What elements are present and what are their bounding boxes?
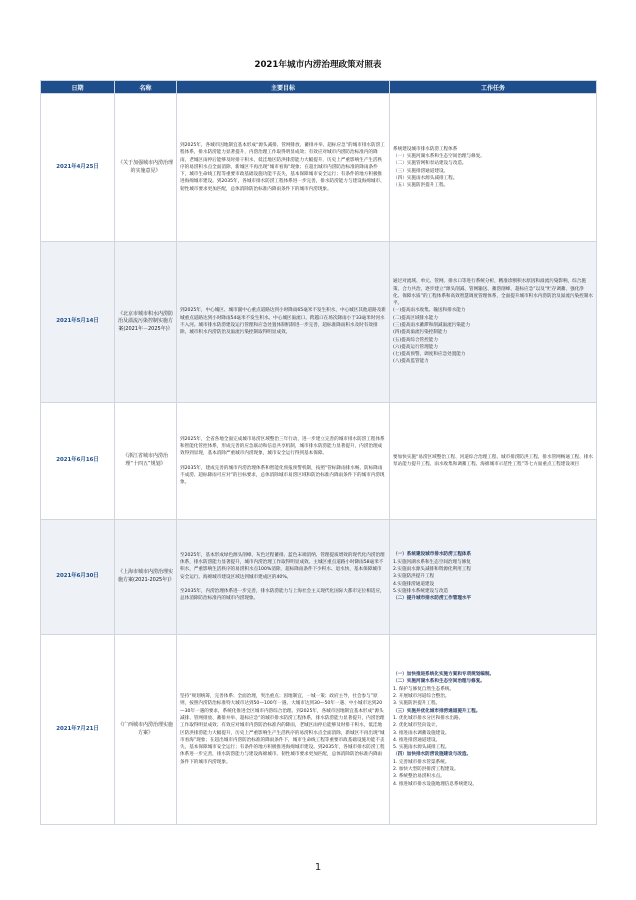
table-header-row [41,81,597,94]
task-item: （一）系统建设城市排水防涝工程体系 [393,552,472,558]
task-item: 1. 优化城市排水分区和排水出路。 [393,715,464,721]
task-item: (七)提高预警、调度和应急处置能力 [393,352,466,358]
task-item: 2. 加快大型防洪排涝工程建设。 [393,766,459,772]
row-name: 《北京市城市积水内涝防治及溢流污染控制实施方案(2021年－2025年)》 [115,242,177,403]
row-date: 2021年5月14日 [41,242,115,403]
row-goal [177,403,390,520]
task-item: （三）实施并优化城市排涝通道提升工程。 [393,708,481,714]
task-item: （三）实施排涝通道建设。 [393,168,449,174]
goal-paragraph: 坚持“规划统筹，完善体系；全面治理，突出重点；因地制宜，一城一策；政府主导，社会参与”原则，按照内涝防治标准特大城市达到50—100年一遇、大城市达到30—50年一遇、中小城市达到20—30年一遇的要求，系统化推进全区城市内涝综合治理。到2025年，各城市因地制宜基本形成“源头减排、管网排放、蓄排并举、超标应急”的城市排水防涝工程体系，排水防涝能力显著提升，内涝治理工作取得明显成效；有效应对城市内涝防治标准内的降雨，老城区雨停后能够及时排干积水，低洼地区防洪排涝能力大幅提升，历史上严重影响生产生活秩序的易涝积水点全面消除，新城区不再出现“城市看海”现象；在超出城市内涝防治标准的降雨条件下，城市生命线工程等重要市政基础设施功能不丧失，基本保障城市安全运行；有条件的地方积极推进海绵城市建设。到2035年，各城市排水防涝工程体系进一步完善，排水防涝能力与建设海绵城市、韧性城市要求更加匹配，总体消除防治标准内降雨条件下的城市内涝现象。 [180,694,385,765]
task-item: （二）实施管网和泵站建设与改造。 [393,161,467,167]
task-item: 1. 完善城市排水管渠系统。 [393,759,450,765]
task-item: 5.实施排水系统建设与改造 [393,588,448,594]
header-name: 名称 [115,81,177,94]
task-item: （四）实施雨水源头减排工程。 [393,175,458,181]
table-row [41,635,597,825]
goal-paragraph: 到2035年，建成完善的城市内涝治理体系和智能化预报预警机制，按照“管标降雨排水畅、防标降雨不成涝、超标降雨可应对”的目标要求，总体消除城市易涝区域和防治标准内降雨条件下的城市内涝现象。 [180,465,385,486]
goal-paragraph: 至2035年，内涝治理体系进一步完善，排水防涝能力与上海社会主义现代化国际大都市定位相适应，总体消除防治标准内的城市内涝现象。 [180,588,385,602]
header-date: 日期 [41,81,115,94]
row-name: 《上海市城市内涝治理实施方案(2021-2025年)》 [115,520,177,635]
table-row [41,403,597,520]
task-item: （五）实施防洪提升工程。 [393,183,449,189]
task-item: 通过对流域、单元、管网、排水口等进行系统分析，精准诊断积水原因和溢流污染影响，综合施策、合力共治，逐步建立“源头削减、管网输送、蓄涝削峰、超标应急”以及“贮存调蓄、强化净化、保障水质”的工程体系和高效智慧调度管理体系，全面提升城市积水内涝防治及溢流污染控制水平。 [393,279,593,307]
task-item: 系统建设城市排水防涝工程体系 [393,146,458,152]
task-item: 2. 开展城市河道综合整治。 [393,694,450,700]
task-item: （二）提升城市排水防涝工作管理水平 [393,596,472,602]
task-item: 4.实施排涝通道建设 [393,581,435,587]
goal-paragraph: 到2025年，各城市因地制宜基本形成“源头减排、管网排放、蓄排并举、超标应急”的城市排水防涝工程体系，排水防涝能力显著提升，内涝治理工作取得明显成效；有效应对城市内涝防治标准内的降雨，老城区雨停后能够及时排干积水，低洼地区防洪排涝能力大幅提升，历史上严重影响生产生活秩序的易涝积水点全面消除，新城区不再出现“城市看海”现象；在超出城市内涝防治标准的降雨条件下，城市生命线工程等重要市政基础设施功能不丧失，基本保障城市安全运行；有条件的地方积极推进海绵城市建设。到2035年，各城市排水防涝工程体系进一步完善，排水防涝能力与建设海绵城市、韧性城市要求更加匹配，总体消除防治标准内降雨条件下的城市内涝现象。 [180,142,385,192]
goal-paragraph: 至2025年，基本形成绿色源头削峰、灰色过程蓄排、蓝色末端消纳、管理提质增效的现代化内涝治理体系，排水防涝能力显著提升，城市内涝治理工作取得明显成效。主城区重点道路小时降雨58毫米不积水，严重影响生活秩序的易涝积水点100%消除，超标降雨条件下少积水、退水快，基本保障城市安全运行。海绵城市建设区域达到城市建成区的40%。 [180,552,385,580]
task-item: (一)提高雨水收集、输送和排水能力 [393,308,466,314]
table-row [41,94,597,242]
row-goal [177,242,390,403]
page-number: 1 [314,862,322,873]
task-item: (四)提高溢流污染控制能力 [393,330,448,336]
header-goal: 主要目标 [177,81,390,94]
task-item: 3. 系统整治易涝积水点。 [393,774,445,780]
task-item: （四）加快排水防涝设施建设与改造。 [393,752,472,758]
row-name: 《浙江省城市内涝治理“十四五”规划》 [115,403,177,520]
row-task [390,242,597,403]
row-task [390,635,597,825]
task-item: 4. 推进城市排水设施地理信息系统建设。 [393,781,477,787]
row-goal [177,520,390,635]
task-item: 2. 优化城市竖向设计。 [393,723,441,729]
task-item: (八)提高监管能力 [393,359,429,365]
task-item: (五)提高综合管控能力 [393,337,438,343]
row-date: 2021年4月25日 [41,94,115,242]
row-name: 《广西城市内涝治理实施方案》 [115,635,177,825]
task-item: 1. 保护与修复自然生态系统。 [393,686,454,692]
table-row [41,242,597,403]
task-item: 4. 推进排涝通道建设。 [393,737,441,743]
row-name: 《关于加强城市内涝治理的实施意见》 [115,94,177,242]
task-item: 1.实施河湖水系和生态空间治理与修复 [393,559,471,565]
task-item: 3.实施防洪提升工程 [393,574,435,580]
task-item: 3. 实施防洪提升工程。 [393,701,441,707]
row-task [390,94,597,242]
task-item: （一）实施河湖水系和生态空间治理与修复。 [393,153,485,159]
table-row [41,520,597,635]
task-item: 2.实施雨水源头减排和资源化利用工程 [393,567,471,573]
row-goal [177,635,390,825]
task-item: 5. 实施雨水源头减排工程。 [393,745,450,751]
row-date: 2021年6月30日 [41,520,115,635]
goal-paragraph: 到2025年，中心城区、城市副中心重点道路达到小时降雨65毫米不发生积水，中心城区其他道路及新城重点道路达到小时降雨54毫米不发生积水。中心城区溢流口、跨越口在场次降雨小于33毫米时河水不入河。城市排水防涝建设运行管理和应急处置体制机制进一步完善，超标准降雨积水及时有效排除，城市积水内涝防治及溢流污染控制取得明显成效。 [180,308,386,336]
policy-table [40,80,597,825]
goal-paragraph: 到2025年，全省各地全面完成城市易涝区域整治三年行动，进一步建立完善的城市排水防涝工程体系和智能化管控体系，形成完善的应急联动和信息共享机制，城市排水防涝能力显著提升，内涝治理成效得到显现，基本消除严重城市内涝现象，城市安全运行得到基本保障。 [180,436,385,457]
row-goal [177,94,390,242]
task-item: (六)提高运行管理能力 [393,344,438,350]
task-item: 要加快实施“易涝区域整治工程、河道综合治理工程、城市排涝防洪工程、排水管网畅通工程、排水泵站能力提升工程、雨水收集和调蓄工程、海绵城市示范性工程”等七方面重点工程建设项目 [393,454,593,467]
row-task [390,520,597,635]
page-title: 2021年城市内涝治理政策对照表 [254,60,382,70]
task-item: （一）加快推进系统化实施方案和专项规划编制。 [393,672,495,678]
task-item: (二)提高区域排水能力 [393,315,438,321]
task-item: 3. 推进雨水调蓄设施建设。 [393,730,450,736]
row-date: 2021年7月21日 [41,635,115,825]
task-item: （二）实施河湖水系和生态空间治理与修复。 [393,679,485,685]
header-task: 工作任务 [390,81,597,94]
row-task [390,403,597,520]
task-item: (三)提高雨水蓄滞和削减溢流污染能力 [393,323,471,328]
table-body [41,94,597,825]
row-date: 2021年6月16日 [41,403,115,520]
